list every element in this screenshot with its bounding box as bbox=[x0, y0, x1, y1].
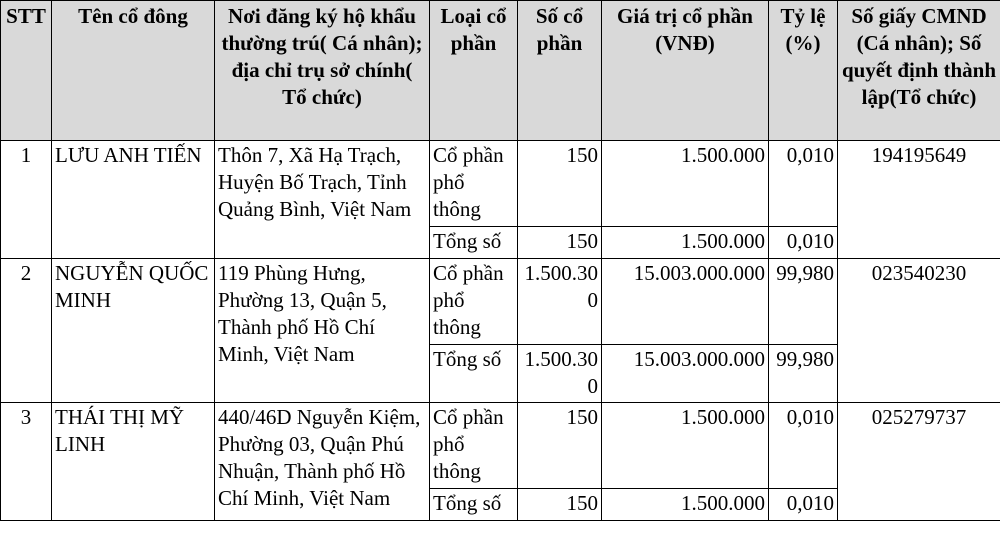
total-label-cell: Tổng số bbox=[430, 227, 518, 259]
header-value: Giá trị cổ phần (VNĐ) bbox=[602, 1, 769, 141]
total-quantity-cell: 1.500.300 bbox=[518, 345, 602, 403]
header-share-type: Loại cổ phần bbox=[430, 1, 518, 141]
total-quantity-cell: 150 bbox=[518, 489, 602, 521]
share-type-cell: Cổ phần phổ thông bbox=[430, 141, 518, 227]
header-address: Nơi đăng ký hộ khẩu thường trú( Cá nhân); địa chỉ trụ sở chính( Tổ chức) bbox=[215, 1, 430, 141]
share-type-cell: Cổ phần phổ thông bbox=[430, 403, 518, 489]
ratio-cell: 0,010 bbox=[769, 403, 838, 489]
share-type-cell: Cổ phần phổ thông bbox=[430, 259, 518, 345]
name-cell: NGUYỄN QUỐC MINH bbox=[52, 259, 215, 403]
table-row bbox=[1, 403, 1000, 489]
quantity-cell: 150 bbox=[518, 403, 602, 489]
id-number-cell: 023540230 bbox=[838, 259, 1000, 403]
total-ratio-cell: 0,010 bbox=[769, 227, 838, 259]
total-value-cell: 1.500.000 bbox=[602, 489, 769, 521]
value-cell: 1.500.000 bbox=[602, 403, 769, 489]
total-quantity-cell: 150 bbox=[518, 227, 602, 259]
value-cell: 15.003.000.000 bbox=[602, 259, 769, 345]
table-row bbox=[1, 259, 1000, 345]
total-value-cell: 15.003.000.000 bbox=[602, 345, 769, 403]
header-stt: STT bbox=[1, 1, 52, 141]
address-cell: 440/46D Nguyễn Kiệm, Phường 03, Quận Phú Nhuận, Thành phố Hồ Chí Minh, Việt Nam bbox=[215, 403, 430, 521]
header-name: Tên cổ đông bbox=[52, 1, 215, 141]
address-cell: Thôn 7, Xã Hạ Trạch, Huyện Bố Trạch, Tỉnh Quảng Bình, Việt Nam bbox=[215, 141, 430, 259]
value-cell: 1.500.000 bbox=[602, 141, 769, 227]
id-number-cell: 025279737 bbox=[838, 403, 1000, 521]
address-cell: 119 Phùng Hưng, Phường 13, Quận 5, Thành phố Hồ Chí Minh, Việt Nam bbox=[215, 259, 430, 403]
quantity-cell: 150 bbox=[518, 141, 602, 227]
header-ratio: Tỷ lệ (%) bbox=[769, 1, 838, 141]
total-value-cell: 1.500.000 bbox=[602, 227, 769, 259]
quantity-cell: 1.500.300 bbox=[518, 259, 602, 345]
table-row bbox=[1, 141, 1000, 227]
ratio-cell: 0,010 bbox=[769, 141, 838, 227]
stt-cell: 2 bbox=[1, 259, 52, 403]
stt-cell: 1 bbox=[1, 141, 52, 259]
total-label-cell: Tổng số bbox=[430, 489, 518, 521]
total-ratio-cell: 0,010 bbox=[769, 489, 838, 521]
header-row bbox=[1, 1, 1000, 141]
total-label-cell: Tổng số bbox=[430, 345, 518, 403]
stt-cell: 3 bbox=[1, 403, 52, 521]
name-cell: THÁI THỊ MỸ LINH bbox=[52, 403, 215, 521]
header-quantity: Số cổ phần bbox=[518, 1, 602, 141]
total-ratio-cell: 99,980 bbox=[769, 345, 838, 403]
ratio-cell: 99,980 bbox=[769, 259, 838, 345]
name-cell: LƯU ANH TIẾN bbox=[52, 141, 215, 259]
header-id-number: Số giấy CMND (Cá nhân); Số quyết định thành lập(Tổ chức) bbox=[838, 1, 1000, 141]
id-number-cell: 194195649 bbox=[838, 141, 1000, 259]
